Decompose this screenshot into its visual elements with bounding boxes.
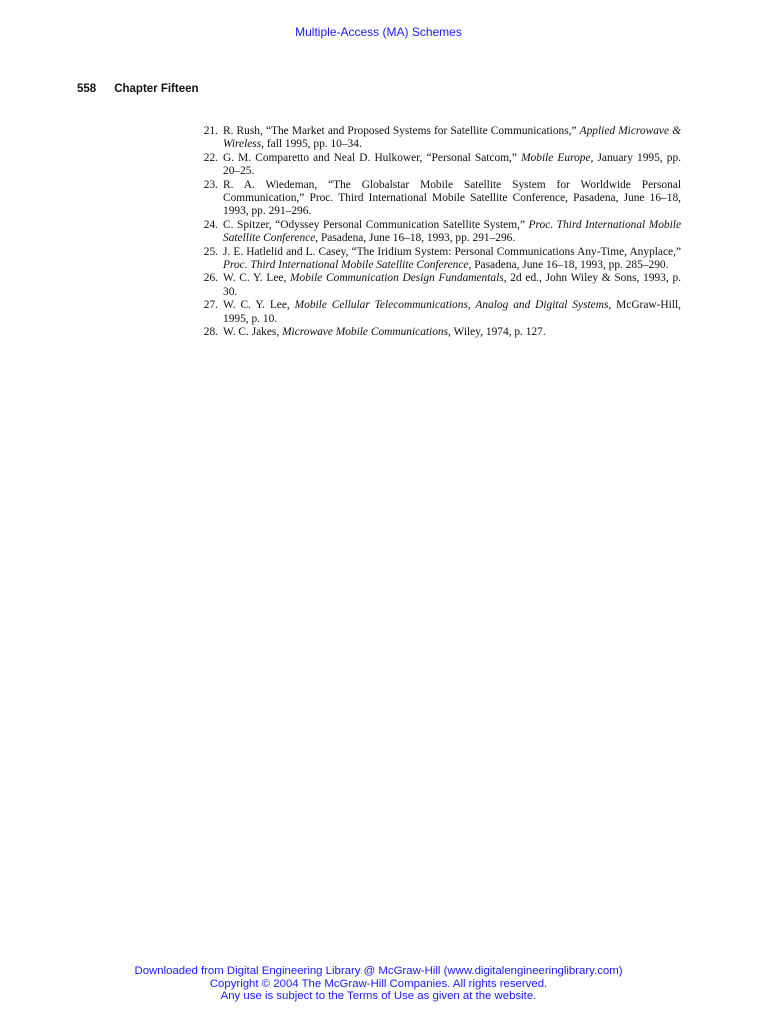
- reference-italic: Mobile Communication Design Fundamentals,: [290, 272, 507, 285]
- reference-italic: Proc. Third International Mobile Satellite Conference,: [223, 218, 681, 245]
- reference-item: [199, 272, 681, 299]
- reference-number: 28.: [203, 326, 218, 339]
- reference-italic: Mobile Cellular Telecommunications, Analog and Digital Systems,: [294, 299, 612, 312]
- reference-italic: Mobile Europe,: [521, 151, 594, 164]
- terms-of-use-notice[interactable]: Any use is subject to the Terms of Use as given at the website.: [220, 990, 537, 1003]
- reference-text: Pasadena, June 16–18, 1993, pp. 285–290.: [471, 259, 669, 272]
- reference-number: 23.: [203, 178, 218, 191]
- reference-text: R. A. Wiedeman, “The Globalstar Mobile Satellite System for Worldwide Personal Communication,” Proc. Third International Mobile Satellite Conference, Pasadena, June 16–18, 1993, pp. 291–296.: [223, 178, 681, 218]
- reference-item: [199, 219, 681, 246]
- reference-text: J. E. Hatlelid and L. Casey, “The Iridium System: Personal Communications Any-Time, Anyplace,”: [223, 245, 681, 258]
- chapter-title-link[interactable]: Multiple-Access (MA) Schemes: [295, 25, 462, 39]
- copyright-notice: Copyright © 2004 The McGraw-Hill Companies. All rights reserved.: [209, 977, 548, 990]
- reference-text: 2d ed., John Wiley & Sons, 1993, p. 30.: [223, 272, 681, 298]
- chapter-name: Chapter Fifteen: [114, 83, 199, 95]
- reference-item: [199, 125, 681, 152]
- reference-number: 24.: [203, 218, 218, 231]
- reference-italic: Microwave Mobile Communications,: [282, 326, 451, 339]
- download-footer: [0, 965, 757, 1003]
- reference-italic: Applied Microwave & Wireless,: [223, 125, 681, 151]
- reference-text: McGraw-Hill, 1995, p. 10.: [223, 299, 681, 325]
- reference-number: 21.: [203, 125, 218, 137]
- reference-text: fall 1995, pp. 10–34.: [264, 138, 362, 151]
- reference-number: 26.: [203, 272, 218, 285]
- reference-text: Wiley, 1974, p. 127.: [450, 326, 546, 339]
- reference-item: [199, 152, 681, 179]
- reference-text: W. C. Y. Lee,: [223, 299, 295, 312]
- reference-text: W. C. Y. Lee,: [223, 272, 291, 285]
- reference-text: January 1995, pp. 20–25.: [223, 151, 681, 178]
- download-source-link[interactable]: Downloaded from Digital Engineering Library @ McGraw-Hill (www.digitalengineeringlibrary.com): [134, 965, 623, 977]
- page-header: [77, 83, 199, 95]
- reference-text: C. Spitzer, “Odyssey Personal Communication Satellite System,”: [223, 218, 529, 231]
- reference-number: 27.: [203, 299, 218, 312]
- reference-item: [199, 179, 681, 219]
- reference-number: 25.: [203, 245, 218, 258]
- reference-text: R. Rush, “The Market and Proposed Systems for Satellite Communications,”: [223, 125, 580, 137]
- reference-text: W. C. Jakes,: [223, 326, 283, 339]
- reference-text: Pasadena, June 16–18, 1993, pp. 291–296.: [318, 232, 516, 245]
- reference-list: [199, 125, 681, 340]
- reference-number: 22.: [203, 151, 218, 164]
- reference-item: [199, 326, 681, 339]
- reference-italic: Proc. Third International Mobile Satellite Conference,: [223, 259, 472, 272]
- reference-item: [199, 246, 681, 273]
- reference-text: G. M. Comparetto and Neal D. Hulkower, “Personal Satcom,”: [223, 151, 522, 164]
- page-number: 558: [77, 83, 97, 95]
- reference-item: [199, 299, 681, 326]
